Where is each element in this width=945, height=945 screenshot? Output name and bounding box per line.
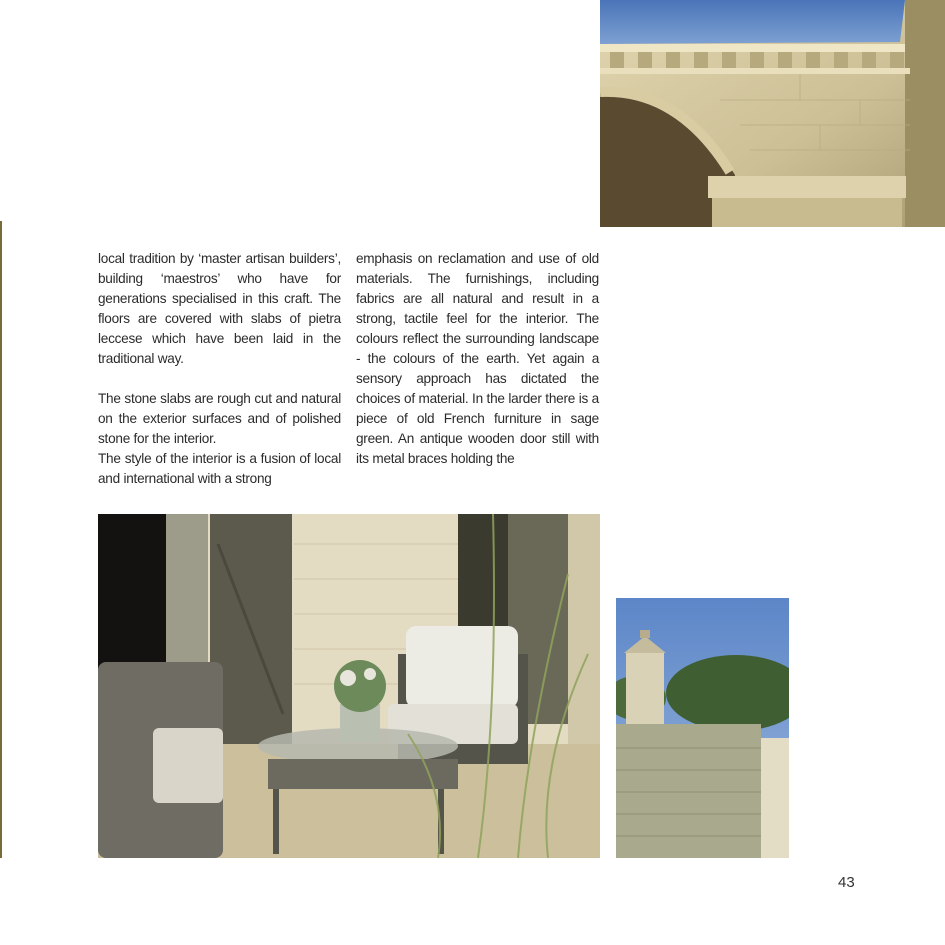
page-edge-line xyxy=(0,221,2,858)
page-number: 43 xyxy=(838,874,855,891)
paragraph: emphasis on reclamation and use of old materials. The furnishings, including fabrics are all natural and result in a strong, tactile feel for the interior. The colours reflect the surrounding landscape - the colours of the earth. Yet again a sensory approach has dictated the choices of material. In the larder there is a piece of old French furniture in sage green. An antique wooden door still with its metal braces holding the xyxy=(356,251,599,466)
article-column-left xyxy=(98,249,341,489)
paragraph: The style of the interior is a fusion of local and international with a strong xyxy=(98,451,341,486)
chimney-wall-photo xyxy=(616,598,789,858)
terrace-furniture-photo xyxy=(98,514,600,858)
paragraph: local tradition by ‘master artisan builders’, building ‘maestros’ who have for generations specialised in this craft. The floors are covered with slabs of pietra leccese which have been laid in the traditional way. xyxy=(98,251,341,366)
article-column-right xyxy=(356,249,599,469)
stone-arch-photo xyxy=(600,0,945,227)
paragraph: The stone slabs are rough cut and natural on the exterior surfaces and of polished stone for the interior. xyxy=(98,391,341,446)
